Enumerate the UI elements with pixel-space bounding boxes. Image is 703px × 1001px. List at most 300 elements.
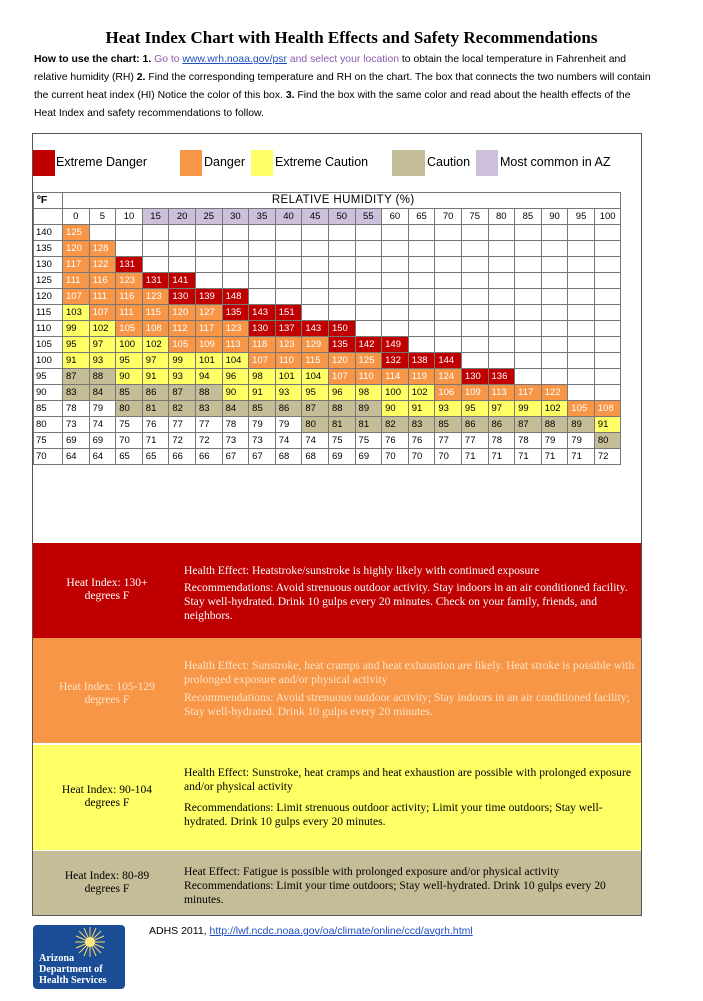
heat-index-cell: 93 [275,385,302,401]
empty-cell [488,289,515,305]
band-extreme-caution [33,745,641,850]
empty-cell [541,321,568,337]
humidity-header: RELATIVE HUMIDITY (%) [63,193,621,209]
logo-line-3: Health Services [39,975,107,986]
heat-index-cell: 101 [195,353,222,369]
heat-index-cell: 100 [116,337,143,353]
heat-index-cell: 115 [142,305,169,321]
heat-index-cell: 142 [355,337,382,353]
humidity-column-header: 40 [275,209,302,225]
heat-index-cell: 68 [275,449,302,465]
empty-cell [249,289,276,305]
heat-index-cell: 69 [328,449,355,465]
humidity-column-header: 65 [408,209,435,225]
temperature-cell: 95 [34,369,63,385]
empty-cell [515,305,542,321]
heat-index-cell: 91 [408,401,435,417]
empty-cell [461,273,488,289]
heat-index-cell: 77 [461,433,488,449]
band-recommendations: Recommendations: Avoid strenuous outdoor activity; Stay indoors in an air conditioned facility; Stay well-hydrated. Drink 10 gulps every 20 minutes. [184,691,630,718]
empty-cell [382,321,409,337]
empty-cell [382,289,409,305]
heat-index-cell: 120 [63,241,90,257]
step-2-text: Find the corresponding temperature and RH on the chart. The box that connects the two numbers will contain the current heat index (HI) Notice the color of this box. [34,72,651,101]
heat-index-cell: 117 [63,257,90,273]
empty-cell [275,289,302,305]
heat-index-cell: 124 [435,369,462,385]
heat-index-cell: 99 [63,321,90,337]
heat-index-cell: 107 [89,305,116,321]
heat-index-cell: 105 [116,321,143,337]
heat-index-cell: 108 [594,401,621,417]
legend-label-most-common-az: Most common in AZ [500,155,611,169]
heat-index-cell: 86 [275,401,302,417]
heat-index-cell: 72 [195,433,222,449]
humidity-column-header: 55 [355,209,382,225]
heat-index-cell: 91 [142,369,169,385]
empty-cell [249,257,276,273]
empty-cell [169,241,196,257]
heat-index-cell: 125 [63,225,90,241]
heat-index-cell: 127 [195,305,222,321]
heat-index-cell: 81 [142,401,169,417]
heat-index-cell: 85 [435,417,462,433]
empty-cell [382,241,409,257]
heat-index-cell: 67 [249,449,276,465]
empty-cell [488,353,515,369]
humidity-column-header: 25 [195,209,222,225]
empty-cell [302,241,329,257]
heat-index-cell: 77 [169,417,196,433]
heat-index-cell: 96 [222,369,249,385]
heat-index-cell: 72 [594,449,621,465]
empty-cell [541,241,568,257]
heat-index-cell: 78 [488,433,515,449]
legend-label-caution: Caution [427,155,471,169]
heat-index-cell: 73 [222,433,249,449]
band-health-effect: Health Effect: Heatstroke/sunstroke is highly likely with continued exposure [184,564,540,577]
empty-cell [594,337,621,353]
humidity-column-header: 90 [541,209,568,225]
heat-index-cell: 76 [382,433,409,449]
legend-swatch-caution [392,150,425,176]
heat-index-cell: 88 [89,369,116,385]
heat-index-cell: 85 [249,401,276,417]
heat-index-cell: 78 [222,417,249,433]
empty-cell [461,257,488,273]
heat-index-cell: 150 [328,321,355,337]
empty-cell [594,273,621,289]
band-index-label: Heat Index: 90-104 degrees F [61,783,153,809]
empty-cell [142,241,169,257]
empty-cell [435,321,462,337]
empty-cell [435,257,462,273]
empty-cell [195,273,222,289]
heat-index-cell: 79 [89,401,116,417]
heat-index-cell: 71 [541,449,568,465]
heat-index-cell: 71 [142,433,169,449]
temperature-cell: 135 [34,241,63,257]
heat-index-cell: 88 [328,401,355,417]
heat-index-cell: 87 [515,417,542,433]
heat-index-cell: 113 [488,385,515,401]
humidity-column-header: 60 [382,209,409,225]
empty-cell [328,225,355,241]
how-label: How to use the chart: [34,54,140,65]
empty-cell [594,369,621,385]
heat-index-cell: 118 [249,337,276,353]
heat-index-cell: 106 [435,385,462,401]
heat-index-cell: 149 [382,337,409,353]
heat-index-cell: 89 [568,417,595,433]
table-row [34,417,621,433]
empty-cell [488,225,515,241]
empty-cell [302,225,329,241]
heat-index-cell: 100 [382,385,409,401]
empty-cell [408,337,435,353]
heat-index-cell: 135 [328,337,355,353]
heat-index-cell: 88 [541,417,568,433]
heat-index-cell: 131 [142,273,169,289]
heat-index-cell: 107 [249,353,276,369]
empty-cell [249,225,276,241]
heat-index-cell: 73 [63,417,90,433]
heat-index-cell: 90 [222,385,249,401]
heat-index-cell: 78 [515,433,542,449]
empty-cell [594,257,621,273]
heat-index-cell: 74 [89,417,116,433]
heat-index-cell: 87 [169,385,196,401]
heat-index-cell: 125 [355,353,382,369]
heat-index-cell: 131 [116,257,143,273]
legend-label-extreme-caution: Extreme Caution [275,155,369,169]
heat-index-cell: 66 [195,449,222,465]
heat-index-cell: 97 [89,337,116,353]
heat-index-cell: 117 [515,385,542,401]
humidity-column-header: 95 [568,209,595,225]
heat-index-cell: 83 [195,401,222,417]
empty-cell [89,225,116,241]
humidity-column-header: 30 [222,209,249,225]
page-title: Heat Index Chart with Health Effects and Safety Recommendations [105,28,598,47]
empty-cell [328,289,355,305]
heat-index-table-wrap [33,192,621,465]
humidity-column-header: 35 [249,209,276,225]
empty-cell [355,321,382,337]
heat-index-cell: 116 [89,273,116,289]
empty-cell [488,257,515,273]
empty-cell [222,273,249,289]
heat-index-cell: 64 [89,449,116,465]
heat-index-cell: 68 [302,449,329,465]
corner-cell [34,209,63,225]
empty-cell [488,305,515,321]
heat-index-cell: 85 [116,385,143,401]
temperature-cell: 75 [34,433,63,449]
empty-cell [568,257,595,273]
humidity-column-header: 80 [488,209,515,225]
heat-index-cell: 102 [142,337,169,353]
temperature-cell: 130 [34,257,63,273]
heat-index-cell: 102 [541,401,568,417]
heat-index-cell: 74 [302,433,329,449]
empty-cell [541,289,568,305]
empty-cell [408,289,435,305]
empty-cell [515,353,542,369]
temperature-cell: 105 [34,337,63,353]
heat-index-cell: 80 [302,417,329,433]
go-to-text: Go to [154,54,180,65]
temperature-cell: 125 [34,273,63,289]
heat-index-cell: 93 [169,369,196,385]
heat-index-cell: 113 [222,337,249,353]
heat-index-cell: 75 [328,433,355,449]
table-row [34,257,621,273]
heat-index-cell: 83 [408,417,435,433]
heat-index-cell: 69 [355,449,382,465]
band-danger [33,638,641,743]
heat-index-cell: 91 [594,417,621,433]
empty-cell [488,321,515,337]
heat-index-cell: 65 [116,449,143,465]
empty-cell [116,225,143,241]
empty-cell [461,241,488,257]
heat-index-cell: 82 [382,417,409,433]
heat-index-cell: 71 [488,449,515,465]
heat-index-cell: 135 [222,305,249,321]
table-row [34,241,621,257]
temperature-cell: 110 [34,321,63,337]
heat-index-cell: 116 [116,289,143,305]
heat-index-cell: 139 [195,289,222,305]
heat-index-cell: 110 [275,353,302,369]
step-2-number: 2. [136,72,146,83]
empty-cell [568,337,595,353]
band-health-effect: Health Effect: Sunstroke, heat cramps and heat exhaustion are possible with prolonged exposure and/or physical activity [184,766,631,793]
temperature-cell: 120 [34,289,63,305]
legend-swatch-extreme-caution [251,150,273,176]
heat-index-cell: 79 [541,433,568,449]
heat-index-cell: 76 [408,433,435,449]
temp-unit-header: ºF [34,193,63,209]
heat-index-cell: 99 [169,353,196,369]
empty-cell [382,305,409,321]
empty-cell [461,305,488,321]
empty-cell [355,273,382,289]
heat-index-cell: 67 [222,449,249,465]
heat-index-cell: 122 [89,257,116,273]
humidity-column-header: 70 [435,209,462,225]
empty-cell [408,257,435,273]
heat-index-cell: 143 [249,305,276,321]
heat-index-cell: 73 [249,433,276,449]
temperature-cell: 115 [34,305,63,321]
empty-cell [568,225,595,241]
humidity-column-header: 45 [302,209,329,225]
step-3-number: 3. [285,90,295,101]
heat-index-cell: 130 [169,289,196,305]
band-health-effect: Heat Effect: Fatigue is possible with prolonged exposure and/or physical activity [184,865,560,878]
logo-line-1: Arizona [39,953,75,964]
heat-index-cell: 101 [275,369,302,385]
humidity-column-header: 5 [89,209,116,225]
heat-index-cell: 77 [195,417,222,433]
empty-cell [541,257,568,273]
heat-index-cell: 111 [63,273,90,289]
temperature-cell: 70 [34,449,63,465]
empty-cell [249,241,276,257]
heat-index-cell: 105 [568,401,595,417]
heat-index-cell: 71 [461,449,488,465]
heat-index-cell: 93 [435,401,462,417]
empty-cell [435,289,462,305]
band-recommendations: Recommendations: Avoid strenuous outdoor activity. Stay indoors in an air conditioned facility. Stay well-hydrated. Drink 10 gulps every 20 minutes. Check on your family, friends, and neighbors. [184,581,628,622]
heat-index-cell: 143 [302,321,329,337]
heat-index-cell: 80 [594,433,621,449]
heat-index-cell: 95 [63,337,90,353]
table-row [34,337,621,353]
heat-index-cell: 111 [89,289,116,305]
heat-index-cell: 109 [461,385,488,401]
heat-index-cell: 79 [249,417,276,433]
temperature-cell: 85 [34,401,63,417]
step-1-number: 1. [142,54,152,65]
heat-index-table [33,192,621,465]
table-row [34,385,621,401]
heat-index-cell: 98 [249,369,276,385]
heat-index-cell: 78 [63,401,90,417]
table-row [34,449,621,465]
heat-index-cell: 123 [222,321,249,337]
step-1-text: to obtain the local temperature in Fahrenheit and relative humidity (RH) [34,54,627,83]
table-row [34,305,621,321]
empty-cell [328,257,355,273]
heat-index-cell: 69 [63,433,90,449]
heat-index-cell: 86 [488,417,515,433]
empty-cell [169,225,196,241]
heat-index-cell: 104 [302,369,329,385]
heat-index-cell: 81 [328,417,355,433]
empty-cell [355,241,382,257]
heat-index-cell: 112 [169,321,196,337]
humidity-column-header: 10 [116,209,143,225]
humidity-column-header: 50 [328,209,355,225]
empty-cell [568,289,595,305]
band-recommendations: Recommendations: Limit strenuous outdoor activity; Limit your time outdoors; Stay well-hydrated. Drink 10 gulps every 20 minutes. [184,801,603,828]
heat-index-cell: 114 [382,369,409,385]
heat-index-cell: 97 [142,353,169,369]
empty-cell [195,225,222,241]
empty-cell [382,273,409,289]
empty-cell [328,273,355,289]
heat-index-cell: 108 [142,321,169,337]
empty-cell [275,241,302,257]
heat-index-cell: 86 [142,385,169,401]
humidity-column-header: 20 [169,209,196,225]
empty-cell [355,225,382,241]
empty-cell [488,337,515,353]
empty-cell [488,273,515,289]
heat-index-cell: 138 [408,353,435,369]
empty-cell [461,225,488,241]
empty-cell [594,353,621,369]
heat-index-cell: 72 [169,433,196,449]
humidity-column-header: 75 [461,209,488,225]
heat-index-cell: 82 [169,401,196,417]
heat-index-cell: 86 [461,417,488,433]
heat-index-cell: 70 [382,449,409,465]
heat-index-cell: 97 [488,401,515,417]
heat-index-cell: 76 [142,417,169,433]
temperature-cell: 100 [34,353,63,369]
empty-cell [355,305,382,321]
heat-index-cell: 77 [435,433,462,449]
empty-cell [222,241,249,257]
sun-icon [75,927,105,957]
noaa-link[interactable]: www.wrh.noaa.gov/psr [182,54,287,65]
empty-cell [275,225,302,241]
empty-cell [408,305,435,321]
heat-index-cell: 107 [63,289,90,305]
empty-cell [435,337,462,353]
empty-cell [515,257,542,273]
heat-index-cell: 84 [222,401,249,417]
empty-cell [594,305,621,321]
empty-cell [408,225,435,241]
empty-cell [515,369,542,385]
citation-link[interactable]: http://lwf.ncdc.noaa.gov/oa/climate/online/ccd/avgrh.html [209,925,473,937]
heat-index-cell: 91 [249,385,276,401]
empty-cell [568,305,595,321]
humidity-column-header: 15 [142,209,169,225]
empty-cell [515,337,542,353]
empty-cell [195,257,222,273]
empty-cell [408,321,435,337]
heat-index-cell: 148 [222,289,249,305]
empty-cell [515,321,542,337]
step-3-text: Find the box with the same color and read about the health effects of the Heat Index and safety recommendations to follow. [34,90,631,119]
heat-index-cell: 65 [142,449,169,465]
table-row [34,321,621,337]
temperature-cell: 80 [34,417,63,433]
empty-cell [594,321,621,337]
heat-index-cell: 79 [275,417,302,433]
heat-index-cell: 123 [116,273,143,289]
heat-index-cell: 120 [169,305,196,321]
empty-cell [594,289,621,305]
empty-cell [382,225,409,241]
heat-index-cell: 64 [63,449,90,465]
heat-index-cell: 84 [89,385,116,401]
empty-cell [594,225,621,241]
heat-index-cell: 66 [169,449,196,465]
heat-index-cell: 95 [116,353,143,369]
heat-index-cell: 109 [195,337,222,353]
heat-index-cell: 144 [435,353,462,369]
temperature-cell: 90 [34,385,63,401]
heat-index-cell: 123 [142,289,169,305]
heat-index-cell: 99 [515,401,542,417]
heat-index-cell: 70 [116,433,143,449]
empty-cell [302,257,329,273]
empty-cell [328,241,355,257]
empty-cell [461,353,488,369]
legend-swatch-danger [180,150,202,176]
temperature-cell: 140 [34,225,63,241]
empty-cell [541,337,568,353]
heat-index-cell: 132 [382,353,409,369]
empty-cell [302,273,329,289]
